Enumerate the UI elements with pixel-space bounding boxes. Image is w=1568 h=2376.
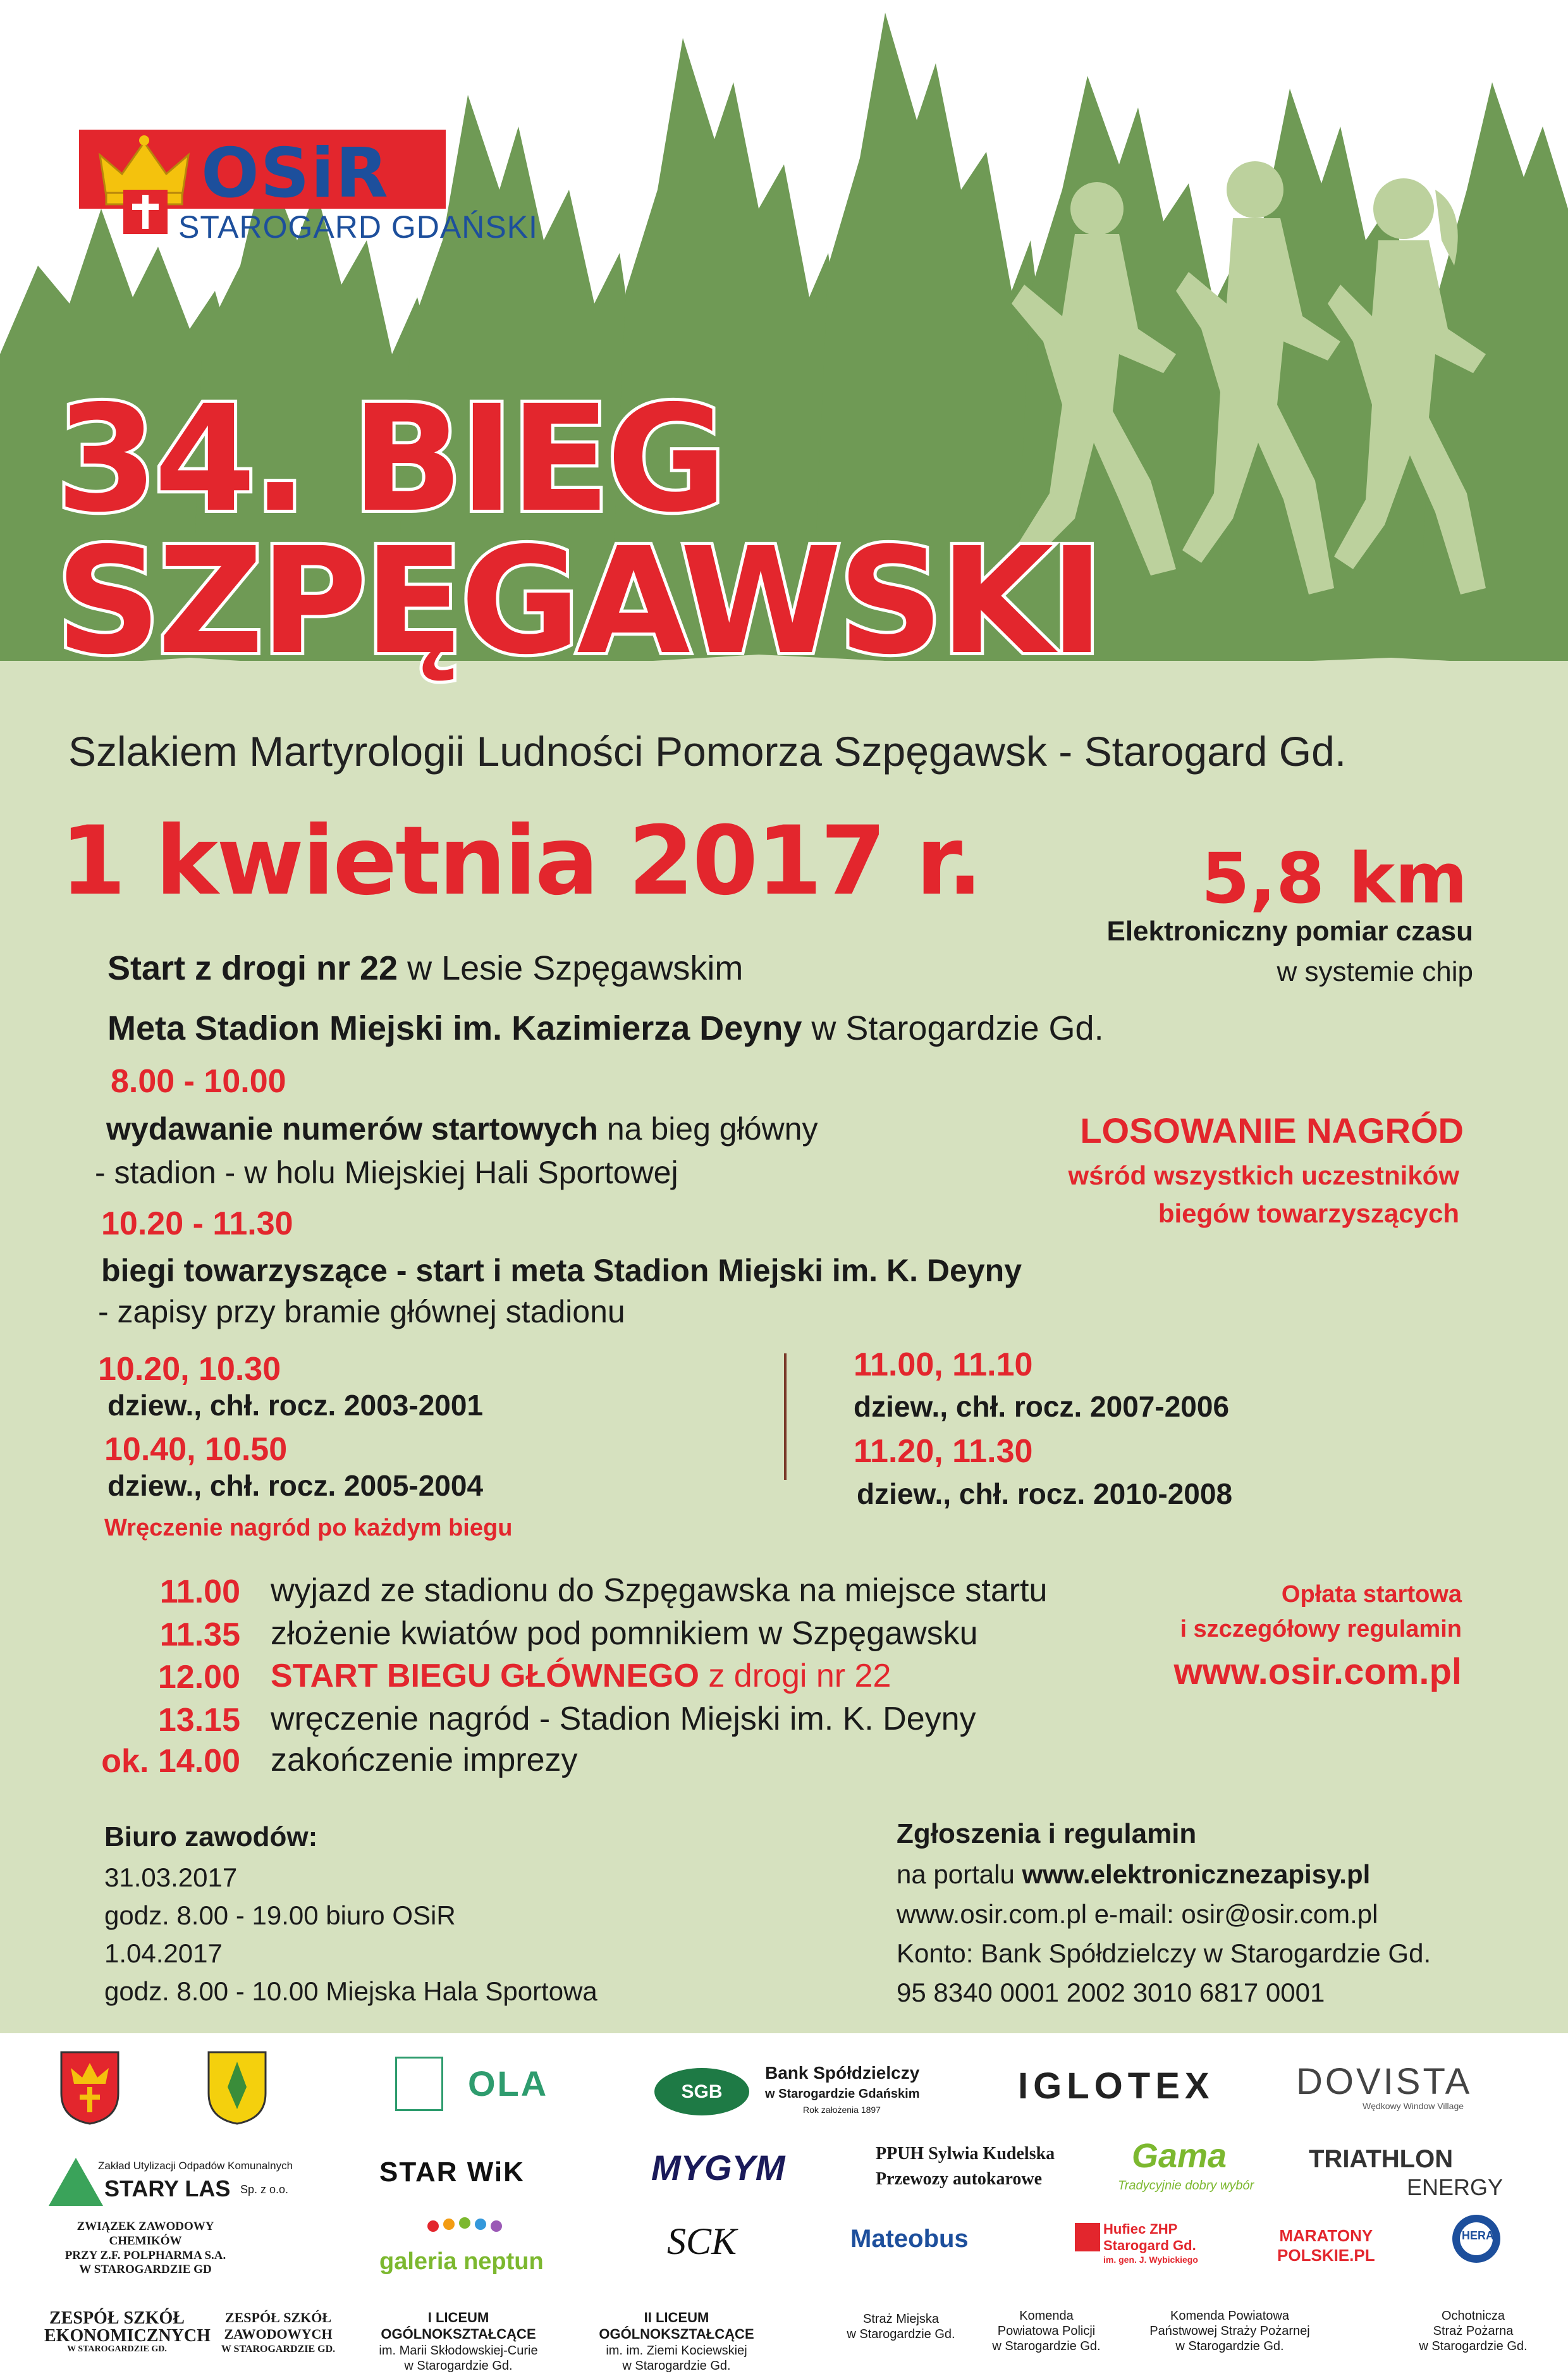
sponsor-kudelska-desc: Przewozy autokarowe [876,2169,1043,2189]
event-title-line2: SZPĘGAWSKI [56,516,1101,687]
heat-time: 10.40, 10.50 [104,1431,288,1468]
office-line: 31.03.2017 [104,1862,238,1892]
sponsor-dovista: DOVISTA [1296,2061,1473,2102]
sgb-logo-icon: SGB [654,2068,749,2115]
heat-time: 11.00, 11.10 [854,1346,1033,1383]
finish-info [107,1009,1104,1048]
sponsor-starylas-desc: Zakład Utylizacji Odpadów Komunalnych [98,2160,293,2172]
sponsor-psp [1138,2308,1321,2354]
sponsor-kudelska: PPUH Sylwia Kudelska [876,2144,1055,2164]
sponsor-osp [1410,2308,1536,2354]
sponsor-zsz-line: W STAROGARDZIE GD. [221,2343,336,2354]
sponsor-bank-name: Bank Spółdzielczy [765,2063,920,2083]
city-coat-of-arms-icon [58,2049,121,2125]
start-detail: w Lesie Szpęgawskim [398,949,744,987]
osir-logo-text: OSiR [201,134,389,213]
sponsor-hufiec-line: Hufiec ZHP [1103,2221,1178,2237]
side-races-info: biegi towarzyszące - start i meta Stadion Miejski im. K. Deyny [101,1253,1022,1288]
sponsor-zse-line: EKONOMICZNYCH [44,2326,211,2346]
timing-info-detail: w systemie chip [1277,956,1473,987]
sponsor-ola: OLA [468,2064,549,2103]
lottery-title: LOSOWANIE NAGRÓD [1080,1111,1464,1150]
sponsor-iglotex: IGLOTEX [1018,2065,1215,2107]
people-icon [424,2217,506,2248]
sponsor-triathlon-energy: ENERGY [1407,2174,1504,2200]
sponsor-starwik: STAR WiK [379,2157,525,2188]
scout-cross-icon [1075,2223,1100,2251]
schedule-time: ok. 14.00 [101,1743,240,1780]
start-location: Start z drogi nr 22 [107,949,398,987]
sponsor-zwiazek [63,2220,228,2277]
schedule-text: złożenie kwiatów pod pomnikiem w Szpęgawsku [271,1615,978,1652]
heat-desc: dziew., chł. rocz. 2007-2006 [854,1390,1230,1423]
sponsor-starylas-suffix: Sp. z o.o. [240,2183,289,2196]
start-info [107,949,743,988]
sponsor-hera: HERA [1462,2229,1495,2242]
main-race-start: START BIEGU GŁÓWNEGO [271,1658,699,1694]
schedule-time: 11.00 [159,1573,240,1610]
heat-time: 10.20, 10.30 [98,1351,281,1388]
schedule-text: zakończenie imprezy [271,1742,578,1778]
schedule-time: 12.00 [157,1659,240,1696]
sponsor-straz-miejska-line: Straż Miejska [862,2312,940,2326]
county-coat-of-arms-icon [205,2049,269,2125]
schedule-time: 11.35 [159,1616,240,1653]
sponsor-gama-tagline: Tradycyjnie dobry wybór [1118,2179,1254,2193]
office-title: Biuro zawodów: [104,1821,318,1852]
fee-line1: Opłata startowa [1281,1581,1462,1608]
sponsor-osp-line: Ochotnicza [1441,2309,1505,2323]
sponsor-zwiazek-line: CHEMIKÓW [109,2234,182,2248]
cross-icon [123,190,168,234]
school-club-logo-icon: SCK [667,2220,737,2262]
sponsor-zsz-line: ZAWODOWYCH [224,2326,333,2342]
bib-pickup-time: 8.00 - 10.00 [111,1063,286,1100]
sponsor-straz-miejska [838,2311,964,2342]
sponsor-starylas: STARY LAS [104,2176,231,2201]
sponsor-maratony-line: POLSKIE.PL [1277,2246,1375,2265]
sponsor-galeria-neptun: galeria neptun [379,2248,544,2275]
side-races-registration: - zapisy przy bramie głównej stadionu [98,1294,625,1329]
lottery-line2: biegów towarzyszących [1158,1198,1459,1228]
sponsor-gama: Gama [1132,2137,1227,2175]
schedule-text [271,1657,891,1695]
bib-pickup-detail: na bieg główny [597,1111,818,1147]
schedule-time: 13.15 [157,1702,240,1739]
fee-line2: i szczegółowy regulamin [1180,1616,1462,1642]
sponsor-lo2-line: II LICEUM [644,2310,709,2325]
sponsor-lo2-line: OGÓLNOKSZTAŁCĄCE [599,2326,754,2342]
tree-logo-icon [47,2157,104,2207]
sponsor-policja [983,2308,1110,2354]
sponsor-maratony-line: MARATONY [1279,2226,1373,2245]
sponsor-zsz [209,2310,348,2355]
sponsor-zwiazek-line: ZWIĄZEK ZAWODOWY [77,2220,214,2233]
heat-desc: dziew., chł. rocz. 2003-2001 [107,1389,484,1422]
sponsor-lo1-line: im. Marii Skłodowskiej-Curie [379,2343,538,2358]
registration-portal [897,1859,1370,1890]
sponsor-hufiec-line: Starogard Gd. [1103,2238,1196,2254]
office-line: 1.04.2017 [104,1938,223,1968]
sponsor-lo1-line: OGÓLNOKSZTAŁCĄCE [381,2326,536,2342]
osir-logo-subtitle: STAROGARD GDAŃSKI [178,209,538,245]
sponsor-dovista-tagline: Wędkowy Window Village [1363,2101,1464,2111]
sponsor-psp-line: w Starogardzie Gd. [1175,2339,1284,2353]
heats-divider [784,1353,787,1480]
registration-contact: www.osir.com.pl e-mail: osir@osir.com.pl [897,1899,1378,1929]
sponsor-policja-line: w Starogardzie Gd. [992,2339,1101,2353]
sponsor-policja-line: Powiatowa Policji [997,2324,1096,2338]
fee-website[interactable]: www.osir.com.pl [1173,1651,1462,1692]
timing-info-title: Elektroniczny pomiar czasu [1106,916,1473,947]
heat-desc: dziew., chł. rocz. 2005-2004 [107,1469,484,1502]
bib-pickup-label: wydawanie numerów startowych [106,1111,598,1147]
event-title-line1: 34. BIEG [56,374,723,545]
sponsor-maratony [1277,2226,1375,2265]
sponsor-psp-line: Państwowej Straży Pożarnej [1149,2324,1310,2338]
registration-portal-link[interactable]: www.elektronicznezapisy.pl [1022,1859,1371,1889]
bib-pickup-info [106,1111,818,1147]
sponsor-hufiec-line: im. gen. J. Wybickiego [1103,2254,1198,2265]
sponsor-zwiazek-line: W STAROGARDZIE GD [79,2263,212,2277]
event-subtitle: Szlakiem Martyrologii Ludności Pomorza Szpęgawsk - Starogard Gd. [68,728,1347,775]
sponsor-psp-line: Komenda Powiatowa [1170,2309,1289,2323]
registration-title: Zgłoszenia i regulamin [897,1818,1197,1849]
awards-note: Wręczenie nagród po każdym biegu [104,1515,513,1541]
registration-bank: Konto: Bank Spółdzielczy w Starogardzie Gd. [897,1938,1431,1968]
side-races-time: 10.20 - 11.30 [101,1205,293,1242]
race-distance: 5,8 km [1201,838,1467,919]
schedule-text: wręczenie nagród - Stadion Miejski im. K. Deyny [271,1701,976,1737]
lottery-line1: wśród wszystkich uczestników [1068,1160,1459,1190]
sponsor-zse-line: ZESPÓŁ SZKÓŁ [49,2308,185,2328]
finish-detail: w Starogardzie Gd. [811,1009,1104,1047]
sponsor-lo1-line: I LICEUM [427,2310,489,2325]
sponsor-straz-miejska-line: w Starogardzie Gd. [847,2327,955,2341]
sponsor-lo2 [591,2310,762,2373]
sponsor-mateobus: Mateobus [850,2225,969,2253]
sponsor-triathlon: TRIATHLON [1309,2145,1454,2173]
sponsor-bank-year: Rok założenia 1897 [803,2105,881,2115]
finish-location: Meta Stadion Miejski im. Kazimierza Deyny [107,1009,802,1047]
office-line: godz. 8.00 - 19.00 biuro OSiR [104,1900,456,1930]
sponsor-osp-line: Straż Pożarna [1433,2324,1514,2338]
sponsor-lo1-line: w Starogardzie Gd. [404,2358,513,2373]
sponsor-mygym: MYGYM [651,2148,785,2188]
event-date: 1 kwietnia 2017 r. [60,806,981,916]
sponsor-bank-city: w Starogardzie Gdańskim [765,2087,920,2101]
registration-account: 95 8340 0001 2002 3010 6817 0001 [897,1978,1325,2007]
sponsor-lo1 [373,2310,544,2373]
sponsor-zwiazek-line: PRZY Z.F. POLPHARMA S.A. [64,2248,226,2262]
sponsor-lo2-line: w Starogardzie Gd. [622,2358,731,2373]
sponsor-zse-line: W STAROGARDZIE GD. [67,2344,167,2354]
office-line: godz. 8.00 - 10.00 Miejska Hala Sportowa [104,1976,597,2006]
bib-pickup-location: - stadion - w holu Miejskiej Hali Sportowej [95,1155,678,1190]
schedule-text: wyjazd ze stadionu do Szpęgawska na miejsce startu [271,1572,1048,1609]
sponsor-hufiec [1103,2221,1198,2265]
sponsor-lo2-line: im. im. Ziemi Kociewskiej [606,2343,747,2358]
heat-desc: dziew., chł. rocz. 2010-2008 [857,1477,1233,1510]
heat-time: 11.20, 11.30 [854,1433,1033,1470]
registration-portal-prefix: na portalu [897,1859,1022,1889]
sponsor-zsz-line: ZESPÓŁ SZKÓŁ [224,2310,332,2325]
ola-logo-icon [395,2057,443,2111]
sponsor-zse [44,2308,211,2354]
sponsor-osp-line: w Starogardzie Gd. [1419,2339,1528,2353]
main-race-start-detail: z drogi nr 22 [699,1658,891,1694]
sponsor-policja-line: Komenda [1019,2309,1074,2323]
